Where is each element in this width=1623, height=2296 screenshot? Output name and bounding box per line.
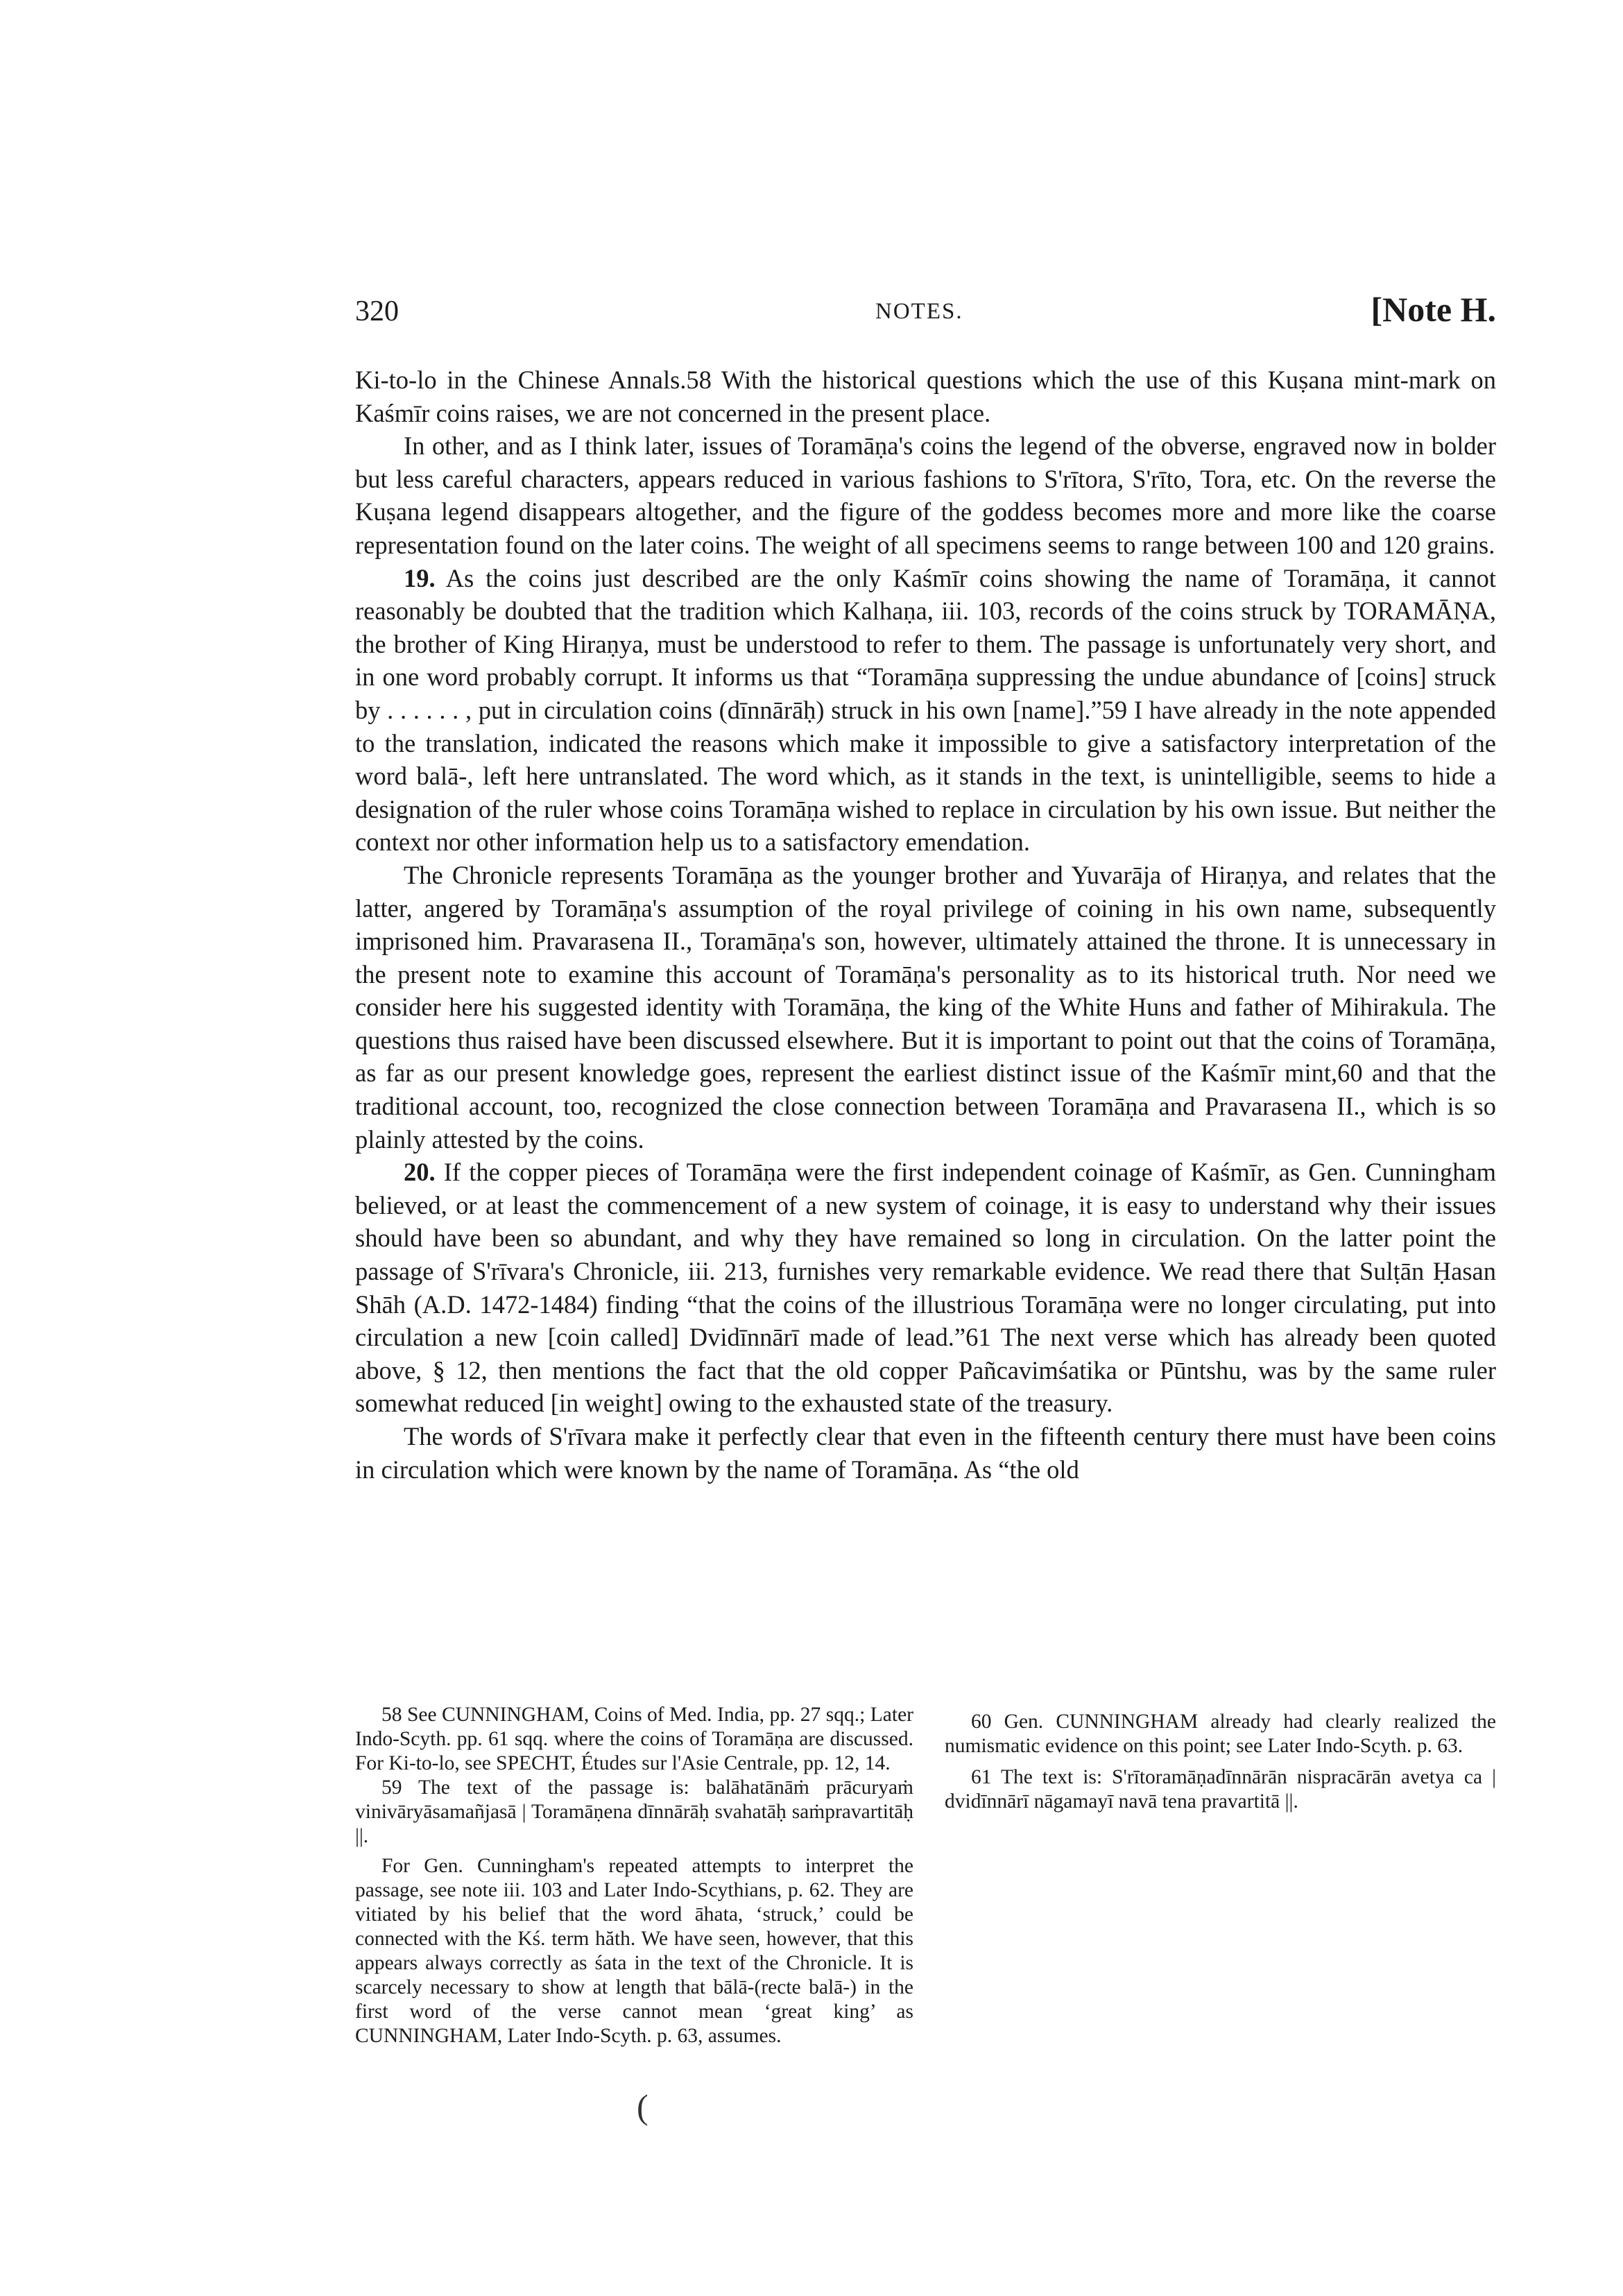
section-number-19: 19.	[404, 563, 436, 592]
paragraph-1: Ki-to-lo in the Chinese Annals.58 With the historical questions which the use of this Kuṣana mint-mark on Kaśmīr coins raises, we are not concerned in the present place.	[355, 366, 1496, 427]
paragraph-5-text: If the copper pieces of Toramāṇa were the first independent coinage of Kaśmīr, as Gen. Cunningham believed, or at least the commencement of a new system of coinage, it is easy to understand why their issues should have been so abundant, and why they have remained so long in circulation. On the latter point the passage of S'rīvara's Chronicle, iii. 213, furnishes very remarkable evidence. We read there that Sulṭān Ḥasan Shāh (A.D. 1472-1484) finding “that the coins of the illustrious Toramāṇa were no longer circulating, put into circulation a new [coin called] Dvidīnnārī made of lead.”61 The next verse which has already been quoted above, § 12, then mentions the fact that the old copper Pañcavimśatika or Pūntshu, was by the same ruler somewhat reduced [in weight] owing to the exhausted state of the treasury.	[355, 1158, 1497, 1418]
page-header	[355, 290, 1496, 343]
section-number-20: 20.	[404, 1158, 436, 1187]
note-label: [Note H.	[1371, 290, 1496, 329]
footnotes-right-column	[945, 1703, 1496, 1814]
footnote-59: 59 The text of the passage is: balāhatānāṁ prācuryaṁ vinivāryāsamañjasā | Toramāṇena dīnnārāḥ svahatāḥ saṁpravartitāḥ ||.	[355, 1776, 913, 1847]
paragraph-3	[355, 562, 1496, 859]
footnote-59-continued: For Gen. Cunningham's repeated attempts to interpret the passage, see note iii. 103 and Later Indo-Scythians, p. 62. They are vitiated by his belief that the word āhata, ‘struck,’ could be connected with the Kś. term hăth. We have seen, however, that this appears always correctly as śata in the text of the Chronicle. It is scarcely necessary to show at length that bālā-(recte balā-) in the first word of the verse cannot mean ‘great king’ as CUNNINGHAM, Later Indo-Scyth. p. 63, assumes.	[355, 1855, 913, 2047]
paragraph-5	[355, 1156, 1496, 1420]
stray-mark: (	[637, 2087, 649, 2126]
paragraph-2: In other, and as I think later, issues of Toramāṇa's coins the legend of the obverse, engraved now in bolder but less careful characters, appears reduced in various fashions to S'rītora, S'rīto, Tora, etc. On the reverse the Kuṣana legend disappears altogether, and the figure of the goddess becomes more and more like the coarse representation found on the later coins. The weight of all specimens seems to range between 100 and 120 grains.	[355, 431, 1496, 559]
page-number: 320	[355, 295, 399, 327]
running-title: NOTES.	[875, 299, 963, 324]
body-text	[355, 363, 1496, 1486]
footnote-58: 58 See CUNNINGHAM, Coins of Med. India, pp. 27 sqq.; Later Indo-Scyth. pp. 61 sqq. where the coins of Toramāṇa are discussed. For Ki-to-lo, see SPECHT, Études sur l'Asie Centrale, pp. 12, 14.	[355, 1704, 913, 1774]
footnote-60: 60 Gen. CUNNINGHAM already had clearly realized the numismatic evidence on this point; see Later Indo-Scyth. p. 63.	[945, 1711, 1496, 1757]
paragraph-3-text: As the coins just described are the only Kaśmīr coins showing the name of Toramāṇa, it cannot reasonably be doubted that the tradition which Kalhaṇa, iii. 103, records of the coins struck by TORAMĀṆA, the brother of King Hiraṇya, must be understood to refer to them. The passage is unfortunately very short, and in one word probably corrupt. It informs us that “Toramāṇa suppressing the undue abundance of [coins] struck by . . . . . . , put in circulation coins (dīnnārāḥ) struck in his own [name].”59 I have already in the note appended to the translation, indicated the reasons which make it impossible to give a satisfactory interpretation of the word balā-, left here untranslated. The word which, as it stands in the text, is unintelligible, seems to hide a designation of the ruler whose coins Toramāṇa wished to replace in circulation by his own issue. But neither the context nor other information help us to a satisfactory emendation.	[355, 563, 1496, 857]
paragraph-6: The words of S'rīvara make it perfectly clear that even in the fifteenth century there must have been coins in circulation which were known by the name of Toramāṇa. As “the old	[355, 1422, 1496, 1484]
footnote-61: 61 The text is: S'rītoramāṇadīnnārān nispracārān avetya ca | dvidīnnārī nāgamayī navā tena pravartitā ||.	[945, 1766, 1496, 1813]
footnotes-left-column	[355, 1703, 913, 2048]
paragraph-4: The Chronicle represents Toramāṇa as the younger brother and Yuvarāja of Hiraṇya, and relates that the latter, angered by Toramāṇa's assumption of the royal privilege of coining in his own name, subsequently imprisoned him. Pravarasena II., Toramāṇa's son, however, ultimately attained the throne. It is unnecessary in the present note to examine this account of Toramāṇa's personality as to its historical truth. Nor need we consider here his suggested identity with Toramāṇa, the king of the White Huns and father of Mihirakula. The questions thus raised have been discussed elsewhere. But it is important to point out that the coins of Toramāṇa, as far as our present knowledge goes, represent the earliest distinct issue of the Kaśmīr mint,60 and that the traditional account, too, recognized the close connection between Toramāṇa and Pravarasena II., which is so plainly attested by the coins.	[355, 860, 1496, 1154]
